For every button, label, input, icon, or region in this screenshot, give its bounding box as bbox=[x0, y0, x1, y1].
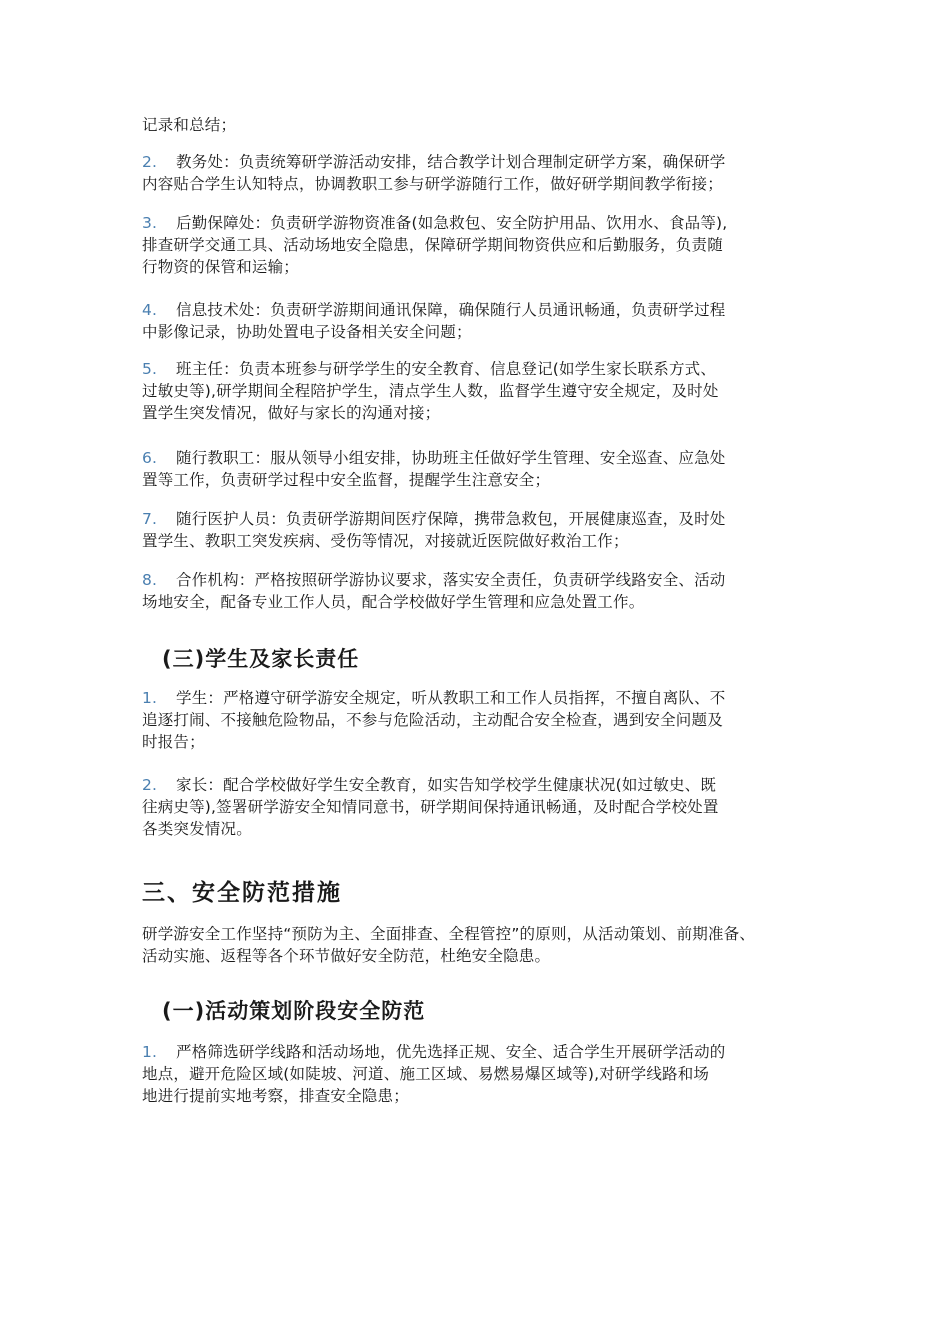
list-item-text: 严格筛选研学线路和活动场地，优先选择正规、安全、适合学生开展研学活动的 地点，避开危险区域(如陡坡、河道、施工区域、易燃易爆区域等),对研学线路和场 地进行提前实地考察，排查安全隐患； bbox=[142, 1043, 726, 1105]
list-number: 1. bbox=[142, 689, 158, 707]
list-number: 4. bbox=[142, 301, 158, 319]
list-item bbox=[142, 358, 822, 424]
list-item bbox=[142, 151, 822, 195]
list-number: 7. bbox=[142, 510, 158, 528]
list-item-text: 合作机构：严格按照研学游协议要求，落实安全责任，负责研学线路安全、活动 场地安全，配备专业工作人员，配合学校做好学生管理和应急处置工作。 bbox=[142, 571, 726, 611]
list-item bbox=[142, 774, 822, 840]
list-item bbox=[142, 1041, 822, 1107]
list-item-text: 家长：配合学校做好学生安全教育，如实告知学校学生健康状况(如过敏史、既 往病史等),签署研学游安全知情同意书，研学期间保持通讯畅通，及时配合学校处置 各类突发情况。 bbox=[142, 776, 719, 838]
list-number: 2. bbox=[142, 153, 158, 171]
section-heading-safety-measures: 三、安全防范措施 bbox=[142, 880, 342, 906]
list-item bbox=[142, 299, 822, 343]
list-item-text: 随行教职工：服从领导小组安排，协助班主任做好学生管理、安全巡查、应急处 置等工作，负责研学过程中安全监督，提醒学生注意安全； bbox=[142, 449, 726, 489]
list-number: 2. bbox=[142, 776, 158, 794]
list-item-text: 学生：严格遵守研学游安全规定，听从教职工和工作人员指挥，不擅自离队、不 追逐打闹、不接触危险物品，不参与危险活动，主动配合安全检查，遇到安全问题及 时报告； bbox=[142, 689, 726, 751]
list-number: 1. bbox=[142, 1043, 158, 1061]
list-item bbox=[142, 212, 822, 278]
list-item bbox=[142, 569, 822, 613]
list-number: 5. bbox=[142, 360, 158, 378]
list-number: 8. bbox=[142, 571, 158, 589]
section-heading-students-parents: (三)学生及家长责任 bbox=[162, 647, 360, 671]
list-item bbox=[142, 687, 822, 753]
list-item-text: 信息技术处：负责研学游期间通讯保障，确保随行人员通讯畅通，负责研学过程 中影像记录，协助处置电子设备相关安全问题； bbox=[142, 301, 726, 341]
list-item-text: 随行医护人员：负责研学游期间医疗保障，携带急救包，开展健康巡查，及时处 置学生、教职工突发疾病、受伤等情况，对接就近医院做好救治工作； bbox=[142, 510, 726, 550]
list-number: 6. bbox=[142, 449, 158, 467]
list-item bbox=[142, 447, 822, 491]
paragraph-continued: 记录和总结； bbox=[142, 116, 237, 134]
section-heading-planning-stage: (一)活动策划阶段安全防范 bbox=[162, 999, 426, 1023]
list-item-text: 后勤保障处：负责研学游物资准备(如急救包、安全防护用品、饮用水、食品等), 排查研学交通工具、活动场地安全隐患，保障研学期间物资供应和后勤服务，负责随 行物资的保管和运输； bbox=[142, 214, 728, 276]
list-item bbox=[142, 508, 822, 552]
section-intro-paragraph: 研学游安全工作坚持“预防为主、全面排查、全程管控”的原则，从活动策划、前期准备、 活动实施、返程等各个环节做好安全防范，杜绝安全隐患。 bbox=[142, 925, 756, 965]
list-item-text: 教务处：负责统筹研学游活动安排，结合教学计划合理制定研学方案，确保研学 内容贴合学生认知特点，协调教职工参与研学游随行工作，做好研学期间教学衔接； bbox=[142, 153, 726, 193]
list-number: 3. bbox=[142, 214, 158, 232]
list-item-text: 班主任：负责本班参与研学学生的安全教育、信息登记(如学生家长联系方式、 过敏史等),研学期间全程陪护学生，清点学生人数，监督学生遵守安全规定，及时处 置学生突发情况，做好与家长的沟通对接； bbox=[142, 360, 719, 422]
